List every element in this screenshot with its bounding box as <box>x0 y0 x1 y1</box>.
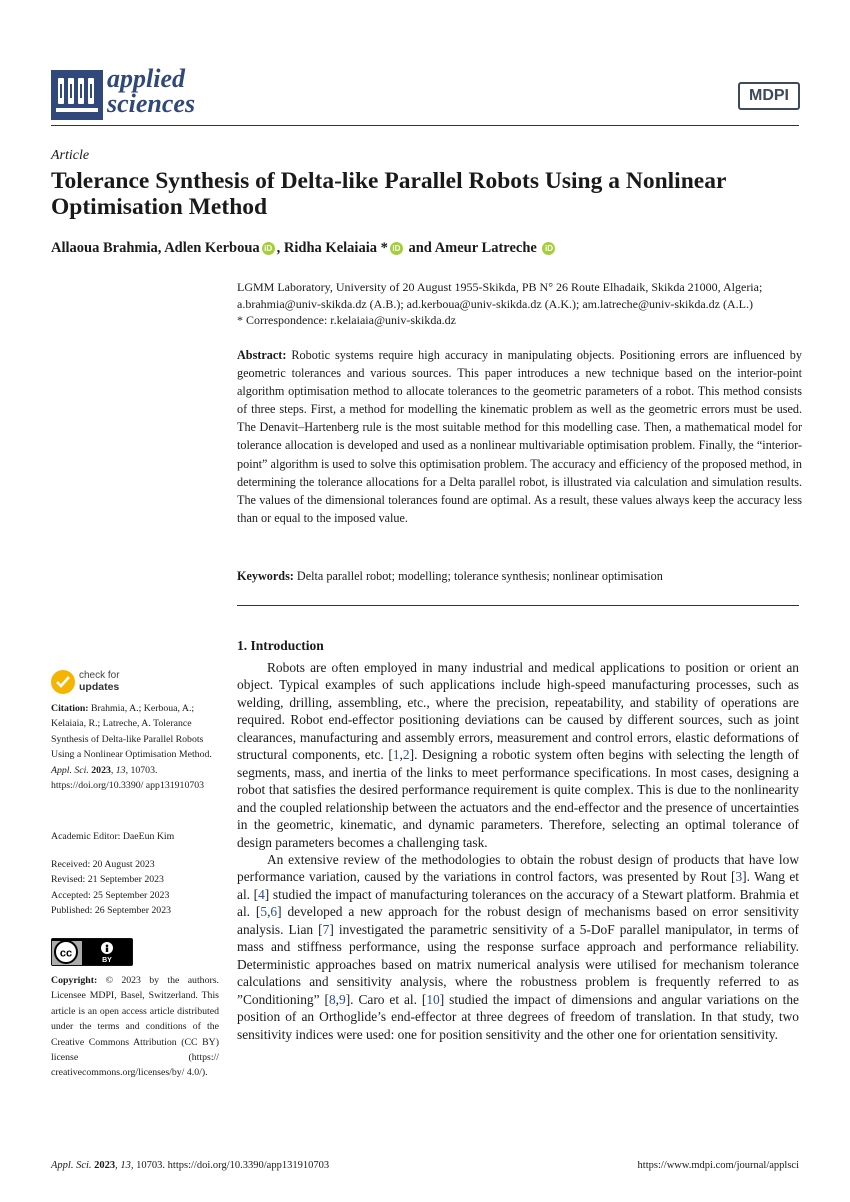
section-heading: 1. Introduction <box>237 638 324 653</box>
footer-journal-url[interactable]: https://www.mdpi.com/journal/applsci <box>637 1160 799 1171</box>
citation-label: Citation: <box>51 703 89 714</box>
correspondence: * Correspondence: r.kelaiaia@univ-skikda.dz <box>237 313 456 327</box>
citation-link[interactable]: 2 <box>402 747 410 763</box>
author-names-1: Allaoua Brahmia, Adlen Kerboua <box>51 240 260 256</box>
text-run: , <box>399 747 403 763</box>
svg-text:cc: cc <box>59 947 73 960</box>
keywords-text: Delta parallel robot; modelling; tolerance synthesis; nonlinear optimisation <box>293 569 663 583</box>
copyright-label: Copyright: <box>51 975 98 986</box>
citation-link[interactable]: 8 <box>328 991 336 1007</box>
orcid-icon[interactable]: iD <box>542 242 555 255</box>
updates-label: updates <box>79 681 120 693</box>
text-run: An extensive review of the methodologies to obtain the robust design of products that have low performance variation, caused by the variations in control factors, was presented by Rout [ <box>237 851 799 885</box>
affiliation-line: LGMM Laboratory, University of 20 August 1955-Skikda, PB N° 26 Route Elhadaik, Skikda 21000, Algeria; <box>237 280 763 294</box>
abstract-text: Robotic systems require high accuracy in manipulating objects. Positioning errors are influenced by geometric tolerances and various sources. This paper introduces a new technique based on the interior-point algorithm optimisation method to allocate tolerances to the geometric parameters of a robot. This method consists of three steps. First, a method for modelling the kinematic problem as well as the geometric errors must be used. The Denavit–Hartenberg rule is the most suitable method for this modelling case. Then, a mathematical model for tolerance allocation is developed and used as a nonlinear multivariable optimisation problem. Finally, the “interior-point” algorithm is used to solve this optimisation problem. The accuracy and efficiency of the proposed method, in determining the tolerance allocations for a Delta parallel robot, is illustrated via calculation and simulation results. The values of the dimensional tolerances found are optimal. As a result, these values always keep the accuracy less than or equal to the imposed value. <box>237 348 802 525</box>
header-divider <box>51 125 799 126</box>
citation-link[interactable]: 7 <box>322 921 330 937</box>
text-run: ] investigated the parametric sensitivity of a 5-DoF parallel manipulator, in terms of mass and stiffness performance, using the response surface approach and performance reliability. Deterministic approaches based on matrix numerical analysis were utilised for mechanism tolerance calculations and sensitivity analysis, where the robustness problem is frequently referred to as ”Conditioning” [ <box>237 921 799 1007</box>
copyright-text: © 2023 by the authors. Licensee MDPI, Basel, Switzerland. This article is an open access article distributed under the terms and conditions of the Creative Commons Attribution (CC BY) license (https:// creativecommons.org/licenses/by/ 4.0/). <box>51 975 219 1079</box>
cc-license-icon[interactable] <box>51 938 133 966</box>
footer-citation <box>51 1160 329 1171</box>
affiliation <box>237 279 802 329</box>
abstract-label: Abstract: <box>237 348 287 362</box>
citation-volume: , 13, <box>110 764 129 776</box>
text-run: , <box>267 904 271 920</box>
check-label: check for <box>79 670 120 681</box>
keywords <box>237 567 802 585</box>
journal-logo-icon <box>51 70 103 120</box>
footer-volume: , 13, <box>115 1160 134 1171</box>
abstract <box>237 346 802 527</box>
text-run: ]. Wang et al. [ <box>237 869 799 902</box>
author-list <box>51 239 557 257</box>
citation-link[interactable]: 4 <box>258 886 265 902</box>
publisher-name: MDPI <box>749 87 789 104</box>
citation-block <box>51 701 219 793</box>
cc-by-label: BY <box>102 957 112 964</box>
footer-year: 2023 <box>91 1160 116 1171</box>
orcid-icon[interactable]: iD <box>262 242 275 255</box>
revised-date: Revised: 21 September 2023 <box>51 874 164 886</box>
accepted-date: Accepted: 25 September 2023 <box>51 889 170 901</box>
check-badge-icon <box>51 670 75 694</box>
article-type: Article <box>51 148 90 163</box>
citation-link[interactable]: 3 <box>735 869 743 885</box>
text-run: , <box>335 991 340 1007</box>
text-run: Robots are often employed in many industrial and medical applications to position or orient an object. Typical examples of such applications include high-speed manufacturing processes, such as welding, drilling, assembling, etc., where the precision, repeatability, and stability of operations are required. Robot end-effector positioning deviations can be caused by different sources, such as joint clearances, manufacturing and assembly errors, measurement and control errors, elastic deformations of structural components, etc. [ <box>237 660 799 763</box>
academic-editor: Academic Editor: DaeEun Kim <box>51 831 175 842</box>
author-emails: a.brahmia@univ-skikda.dz (A.B.); ad.kerboua@univ-skikda.dz (A.K.); am.latreche@univ-skikda.dz (A.L.) <box>237 296 753 311</box>
citation-text: Brahmia, A.; Kerboua, A.; Kelaiaia, R.; Latreche, A. Tolerance Synthesis of Delta-like Parallel Robots Using a Nonlinear Optimisation Method. <box>51 703 212 761</box>
journal-name <box>107 66 195 116</box>
paragraph <box>237 659 799 851</box>
citation-link[interactable]: 10 <box>426 991 440 1007</box>
citation-link[interactable]: 1 <box>392 747 400 763</box>
footer-doi[interactable]: 10703. https://doi.org/10.3390/app131910703 <box>133 1160 330 1171</box>
keywords-label: Keywords: <box>237 569 294 583</box>
text-run: ] studied the impact of manufacturing tolerances on the accuracy of a Stewart platform. Brahmia et al. [ <box>237 886 799 920</box>
publisher-logo <box>738 82 800 110</box>
text-run: ]. Designing a robotic system often begins with selecting the length of segments, mass, and inertia of the links to meet performance specifications. In most cases, designing a robot that satisfies the desired performance requirement is quite complex. This is due to the nonlinearity and the coupled relationship between the actuators and the end-effector and the presence of uncertainties in the geometric, kinematic, and dynamic parameters. Therefore, selecting an optimal tolerance of design parameters becomes a challenging task. <box>237 747 799 850</box>
introduction-body <box>237 659 799 1043</box>
footer-journal: Appl. Sci. <box>51 1160 92 1171</box>
received-date: Received: 20 August 2023 <box>51 859 155 870</box>
author-names-3: and Ameur Latreche <box>404 240 537 256</box>
abstract-divider <box>237 605 799 606</box>
text-run: ] developed a new approach for the robust design of mechanisms based on error sensitivity analysis. Lian [ <box>237 904 799 937</box>
text-run: ] studied the impact of dimensions and angular variations on the position of an Orthoglide’s end-effector at three degrees of freedom of translation. In that study, two sensitivity indices were used: one for position sensitivity and the other one for orientation sensitivity. <box>237 991 799 1042</box>
citation-doi[interactable]: 10703. https://doi.org/10.3390/ app131910703 <box>51 764 205 792</box>
published-date: Published: 26 September 2023 <box>51 905 172 917</box>
citation-year: 2023 <box>88 764 111 776</box>
paragraph <box>237 851 799 1043</box>
copyright-notice <box>51 973 219 1081</box>
citation-link[interactable]: 9 <box>339 991 346 1007</box>
publication-dates <box>51 857 219 919</box>
citation-journal: Appl. Sci. <box>51 764 89 776</box>
journal-name-line1: applied <box>107 64 185 93</box>
citation-link[interactable]: 6 <box>270 904 278 920</box>
citation-link[interactable]: 5 <box>260 904 268 920</box>
paper-title: Tolerance Synthesis of Delta-like Parallel Robots Using a Nonlinear Optimisation Method <box>51 168 726 220</box>
author-names-2: , Ridha Kelaiaia * <box>276 240 388 256</box>
journal-name-line2: sciences <box>107 89 196 118</box>
text-run: ]. Caro et al. [ <box>345 991 427 1007</box>
orcid-icon[interactable]: iD <box>390 242 403 255</box>
